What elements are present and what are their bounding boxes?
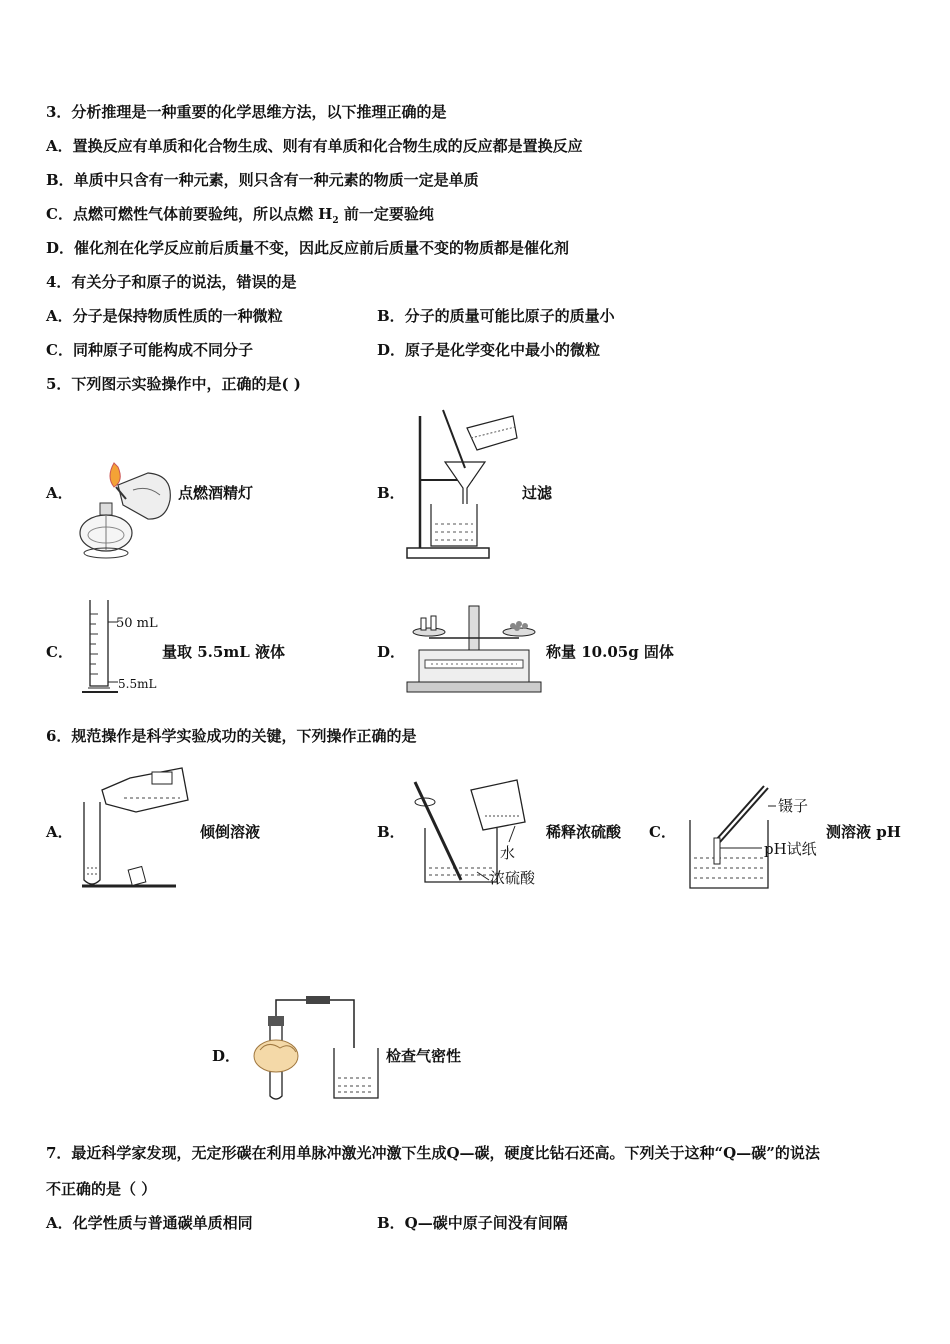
q4-stem: 4．有关分子和原子的说法，错误的是 xyxy=(46,273,297,291)
q5-b-letter: B． xyxy=(377,484,405,502)
q4-option-b: B．分子的质量可能比原子的质量小 xyxy=(377,307,615,325)
cylinder-label-bottom: 5.5mL xyxy=(118,677,157,691)
balance-figure xyxy=(405,602,545,694)
pouring-solution-figure xyxy=(80,764,190,890)
q5-d-letter: D． xyxy=(377,643,406,661)
filtration-figure xyxy=(405,408,520,560)
q7-stem-line1: 7．最近科学家发现，无定形碳在利用单脉冲激光冲激下生成Q—碳，硬度比钻石还高。下列关于这种“Q—碳”的说法 xyxy=(46,1144,820,1162)
q5-c-caption: 量取 5.5mL 液体 xyxy=(162,643,285,661)
q6-b-caption: 稀释浓硫酸 xyxy=(546,823,622,841)
q6-c-letter: C． xyxy=(649,823,676,841)
q5-d-caption: 称量 10.05g 固体 xyxy=(546,643,674,661)
q5-a-caption: 点燃酒精灯 xyxy=(178,484,254,502)
q4-option-d: D．原子是化学变化中最小的微粒 xyxy=(377,341,601,359)
q6-stem: 6．规范操作是科学实验成功的关键，下列操作正确的是 xyxy=(46,727,417,745)
q4-option-a: A．分子是保持物质性质的一种微粒 xyxy=(46,307,283,325)
q7-option-b: B．Q—碳中原子间没有间隔 xyxy=(377,1214,568,1232)
q3-option-a: A．置换反应有单质和化合物生成、则有有单质和化合物生成的反应都是置换反应 xyxy=(46,137,583,155)
alcohol-lamp-figure xyxy=(78,455,178,565)
q6-c-caption: 测溶液 pH xyxy=(826,823,901,841)
airtightness-figure xyxy=(250,990,382,1102)
q3-option-d: D．催化剂在化学反应前后质量不变，因此反应前后质量不变的物质都是催化剂 xyxy=(46,239,570,257)
q7-option-a: A．化学性质与普通碳单质相同 xyxy=(46,1214,253,1232)
q6-d-caption: 检查气密性 xyxy=(386,1047,462,1065)
q6-a-letter: A． xyxy=(46,823,73,841)
dilution-label-acid: 浓硫酸 xyxy=(490,869,536,887)
ph-test-figure xyxy=(684,780,784,892)
dilution-label-water: 水 xyxy=(500,844,516,862)
ph-label-tweezers: 镊子 xyxy=(778,797,809,815)
q3-option-c: C．点燃可燃性气体前要验纯，所以点燃 $H_2$ 前一定要验纯 xyxy=(46,205,434,226)
q5-a-letter: A． xyxy=(46,484,73,502)
q3-option-b: B．单质中只含有一种元素，则只含有一种元素的物质一定是单质 xyxy=(46,171,479,189)
q4-option-c: C．同种原子可能构成不同分子 xyxy=(46,341,253,359)
q5-stem: 5．下列图示实验操作中，正确的是( ) xyxy=(46,375,301,393)
q5-c-letter: C． xyxy=(46,643,73,661)
ph-label-paper: pH试纸 xyxy=(764,840,817,858)
q6-d-letter: D． xyxy=(212,1047,241,1065)
q6-a-caption: 倾倒溶液 xyxy=(200,823,261,841)
q5-b-caption: 过滤 xyxy=(522,484,553,502)
q6-b-letter: B． xyxy=(377,823,405,841)
q7-stem-line2: 不正确的是（ ） xyxy=(46,1180,157,1198)
q3-stem: 3．分析推理是一种重要的化学思维方法，以下推理正确的是 xyxy=(46,103,447,121)
cylinder-label-top: 50 mL xyxy=(116,616,158,631)
